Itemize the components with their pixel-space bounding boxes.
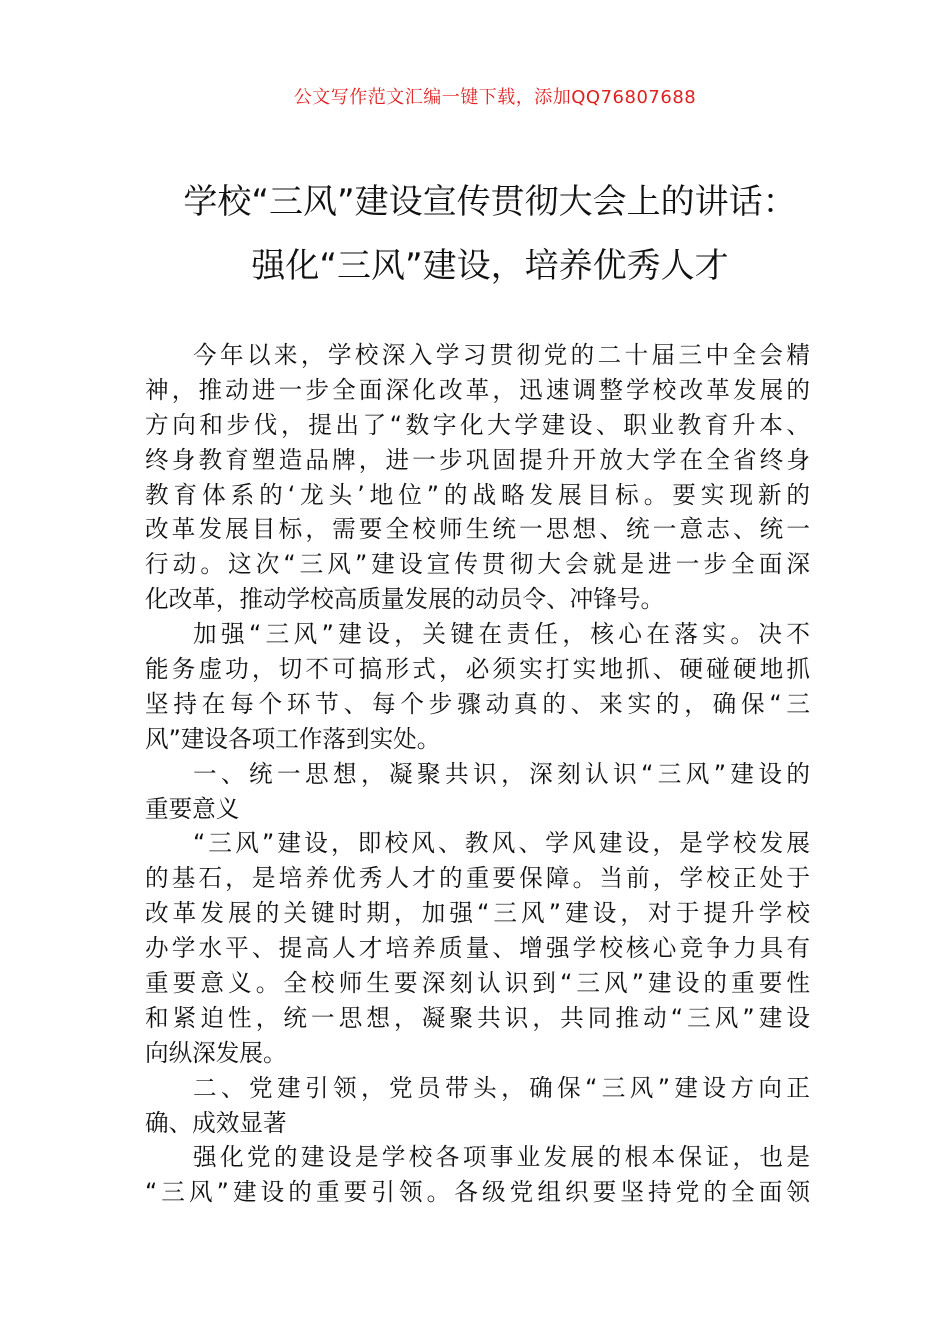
document-body: [145, 338, 810, 1210]
paragraph-line: “三风”建设的重要引领。各级党组织要坚持党的全面领: [145, 1178, 810, 1207]
paragraph-line: 能务虚功，切不可搞形式，必须实打实地抓、硬碰硬地抓: [145, 655, 810, 684]
section-heading-line: 重要意义: [145, 794, 240, 823]
document-title-line-1: 学校“三风”建设宣传贯彻大会上的讲话：: [183, 182, 797, 222]
paragraph-line: 和紧迫性，统一思想，凝聚共识，共同推动“三风”建设: [145, 1003, 810, 1032]
paragraph-line: 加强“三风”建设，关键在责任，核心在落实。决不: [193, 620, 810, 649]
paragraph-line: 方向和步伐，提出了“数字化大学建设、职业教育升本、: [145, 410, 810, 439]
section-heading-line: 确、成效显著: [145, 1108, 287, 1137]
paragraph-line: 行动。这次“三风”建设宣传贯彻大会就是进一步全面深: [145, 550, 810, 579]
paragraph-line: 神，推动进一步全面深化改革，迅速调整学校改革发展的: [145, 375, 810, 404]
paragraph-line: 重要意义。全校师生要深刻认识到“三风”建设的重要性: [145, 969, 810, 998]
paragraph-line: 改革发展的关键时期，加强“三风”建设，对于提升学校: [145, 899, 810, 928]
paragraph-line: 向纵深发展。: [145, 1038, 287, 1067]
paragraph-line: 办学水平、提高人才培养质量、增强学校核心竞争力具有: [145, 934, 810, 963]
section-heading-line: 二、党建引领，党员带头，确保“三风”建设方向正: [193, 1073, 810, 1102]
paragraph-line: 今年以来，学校深入学习贯彻党的二十届三中全会精: [193, 341, 810, 369]
paragraph-line: 风”建设各项工作落到实处。: [145, 724, 441, 753]
paragraph-line: 强化党的建设是学校各项事业发展的根本保证，也是: [193, 1143, 810, 1172]
paragraph-line: “三风”建设，即校风、教风、学风建设，是学校发展: [193, 829, 810, 858]
paragraph-line: 化改革，推动学校高质量发展的动员令、冲锋号。: [145, 585, 665, 614]
section-heading-line: 一、统一思想，凝聚共识，深刻认识“三风”建设的: [193, 759, 810, 788]
document-title-line-2: 强化“三风”建设，培养优秀人才: [251, 246, 729, 286]
download-notice: 公文写作范文汇编一键下载，添加QQ76807688: [293, 87, 697, 108]
paragraph-line: 教育体系的‘龙头’地位”的战略发展目标。要实现新的: [145, 480, 810, 509]
paragraph-line: 坚持在每个环节、每个步骤动真的、来实的，确保“三: [145, 689, 810, 718]
paragraph-line: 的基石，是培养优秀人才的重要保障。当前，学校正处于: [145, 864, 810, 893]
paragraph-line: 终身教育塑造品牌，进一步巩固提升开放大学在全省终身: [145, 445, 810, 474]
paragraph-line: 改革发展目标，需要全校师生统一思想、统一意志、统一: [145, 515, 810, 544]
